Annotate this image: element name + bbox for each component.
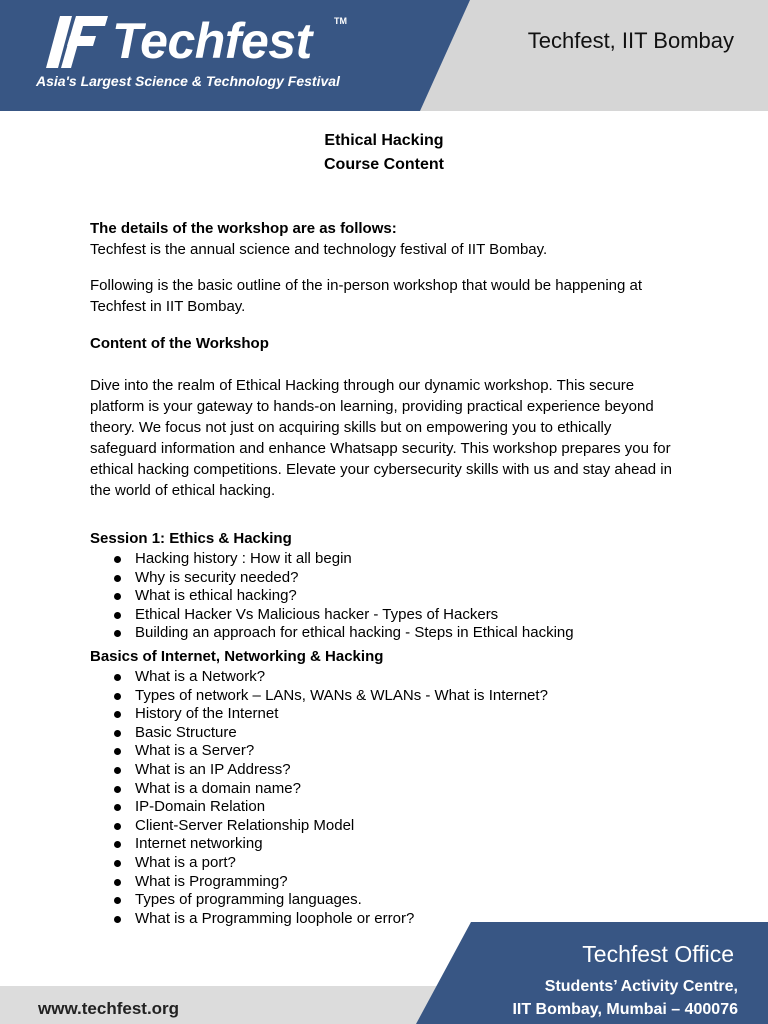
footer-office-title: Techfest Office	[582, 941, 734, 967]
footer-address-line1: Students’ Activity Centre,	[544, 978, 738, 995]
header-title: Techfest, IIT Bombay	[527, 28, 734, 53]
list-item: What is an IP Address?	[90, 761, 690, 780]
logo-wordmark: Techfest	[112, 13, 312, 69]
list-item: What is a Network?	[90, 668, 690, 687]
session2-heading: Basics of Internet, Networking & Hacking	[90, 648, 384, 665]
footer-website-link[interactable]: www.techfest.org	[38, 999, 180, 1018]
list-item: Hacking history : How it all begin	[90, 550, 690, 569]
session1-heading: Session 1: Ethics & Hacking	[90, 530, 292, 547]
list-item: History of the Internet	[90, 705, 690, 724]
list-item: IP-Domain Relation	[90, 798, 690, 817]
list-item: What is Programming?	[90, 873, 690, 892]
list-item: Why is security needed?	[90, 569, 690, 588]
footer-address-line2: IIT Bombay, Mumbai – 400076	[512, 1001, 738, 1018]
list-item: Types of programming languages.	[90, 891, 690, 910]
list-item: What is a domain name?	[90, 780, 690, 799]
list-item: Ethical Hacker Vs Malicious hacker - Types of Hackers	[90, 606, 690, 625]
intro-text: Techfest is the annual science and technology festival of IIT Bombay.	[90, 241, 548, 258]
techfest-logo-icon	[46, 16, 108, 68]
details-heading: The details of the workshop are as follows:	[90, 220, 397, 237]
session1-list	[90, 550, 690, 643]
list-item: What is a Server?	[90, 742, 690, 761]
workshop-description: Dive into the realm of Ethical Hacking through our dynamic workshop. This secure platform is your gateway to hands-on learning, providing practical experience beyond theory. We focus not just on acquiring skills but on empowering you to ethically safeguard information and enhance Whatsapp security. This workshop prepares you for ethical hacking competitions. Elevate your cybersecurity skills with us and stay ahead in the world of ethical hacking.	[90, 377, 672, 499]
document-subtitle: Course Content	[324, 156, 444, 173]
outline-text: Following is the basic outline of the in-person workshop that would be happening at Techfest in IIT Bombay.	[90, 277, 643, 315]
details-section	[90, 218, 690, 260]
list-item: Types of network – LANs, WANs & WLANs - What is Internet?	[90, 687, 690, 706]
list-item: Building an approach for ethical hacking - Steps in Ethical hacking	[90, 624, 690, 643]
logo-trademark: TM	[334, 16, 347, 26]
list-item: Internet networking	[90, 835, 690, 854]
list-item: What is a Programming loophole or error?	[90, 910, 690, 929]
list-item: What is a port?	[90, 854, 690, 873]
content-heading: Content of the Workshop	[90, 335, 269, 352]
session2-list	[90, 668, 690, 928]
list-item: What is ethical hacking?	[90, 587, 690, 606]
document-title: Ethical Hacking	[324, 132, 444, 149]
list-item: Basic Structure	[90, 724, 690, 743]
logo-tagline: Asia's Largest Science & Technology Festival	[36, 73, 340, 89]
list-item: Client-Server Relationship Model	[90, 817, 690, 836]
